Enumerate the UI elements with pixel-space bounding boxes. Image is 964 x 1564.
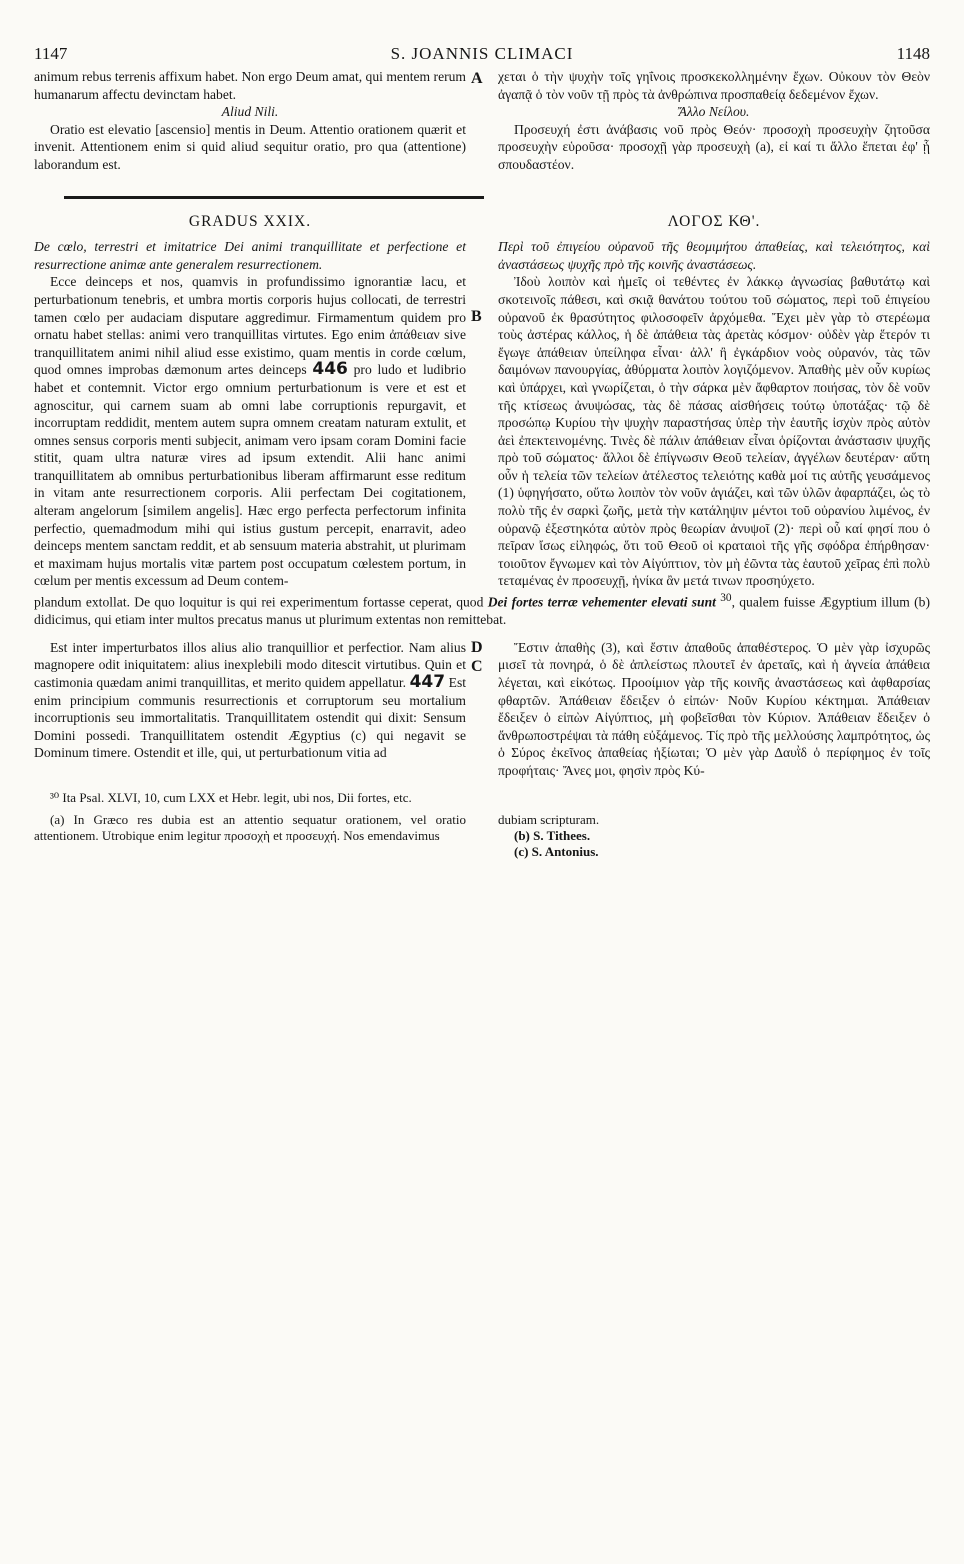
- latin-intro-text: animum rebus terrenis affixum habet. Non ergo Deum amat, qui mentem rerum humanarum affectu devinctam habet.: [34, 69, 466, 102]
- running-title: S. JOANNIS CLIMACI: [390, 44, 574, 63]
- latin-gradus-title: GRADUS XXIX.: [188, 212, 312, 230]
- right-page-number: 1148: [896, 44, 930, 63]
- latin-p2-text-b: Est enim principium communis resurrectionis et corruptorum seu mortalium incorruptionis seu immortalitatis. Tranquillitatem ostendit qui dixit: Sensum Domini possedi. Tranquillitatem ostendit Ægyptius (c) qui negavit se Dominum timere. Ostendit et ille, qui, ut perturbationum vitia ad: [34, 674, 467, 761]
- margin-marker-b: B: [471, 308, 482, 326]
- psalm-quote: Dei fortes terræ vehementer elevati sunt: [487, 594, 716, 610]
- greek-paragraph-2: Ἔστιν ἀπαθὴς (3), καὶ ἔστιν ἀπαθοῦς ἀπαθέστερος. Ὁ μὲν γὰρ ἰσχυρῶς μισεῖ τὰ πονηρά, ὁ δὲ ἀπλείστως πλουτεῖ ἐν ἀρεταῖς, καὶ ἡ ἁγνεία ἀπάθεια λέγεται, καὶ εἰκότως. Προοίμιον γὰρ τῆς κοινῆς ἀναστάσεως καὶ ἀφθαρσίας φθαρτῶν. Ἀπάθειαν ἔδειξεν ὁ εἰπών· Νοῦν Κυρίου κέκτημαι. Ἀπάθειαν ἔδειξεν ὁ εἰπὼν Αἰγύπτιος, μὴ φοβεῖσθαι τὸν Κύριον. Ἀπάθειαν ἔδειξεν ὁ ἄνθρωποστρέψαι τὰ πάθη εὐξάμενος. Τίς πρὸ τῆς μελλούσης λαμπρότητος, ὡς ὁ Σύρος ἐκεῖνος ἀπαθείας ἠξίωται; Ὁ μὲν γὰρ Δαυῒδ ὁ περίφημος ἐν τοῖς προφήταις· Ἄνες μοι, φησὶν πρὸς Κύ-: [498, 639, 930, 778]
- gradus-titles: [34, 205, 930, 239]
- full-width-text-a: plandum extollat. De quo loquitur is qui rei experimentum fortasse ceperat, quod: [34, 594, 484, 610]
- full-width-text-b: , qualem fuisse Ægyptium illum (b) didicimus, qui etiam inter multos precatus manus ut plurimum extentas non remittebat.: [34, 594, 931, 628]
- margin-marker-d: D: [471, 638, 483, 656]
- margin-marker-a: A: [471, 70, 483, 87]
- greek-top-column: [498, 68, 930, 174]
- footnote-a-latin: [34, 812, 466, 860]
- footnote-b: (b) S. Tithees.: [514, 827, 591, 843]
- greek-paragraph-1: Ἰδοὺ λοιπὸν καὶ ἡμεῖς οἱ τεθέντες ἐν λάκκῳ ἀγνωσίας βαθυτάτῳ καὶ σκοτεινοῖς πάθεσι, καὶ σκιᾷ θανάτου τούτου τοῦ σώματος, περὶ τοῦ ἐπιγείου οὐρανοῦ ἐκ θρασύτητος φιλοσοφεῖν ἀρχόμεθα. Ἔχει μὲν γὰρ τὸ στερέωμα τοὺς ἀστέρας κάλλος, ἡ δὲ ἀπάθεια τὰς ἀρετὰς κόσμον· οὐδὲν γὰρ ἕτερόν τι ἔγωγε ἀπάθειαν ὑπείληφα εἶναι· ἀλλ' ἢ ἐγκάρδιον νοὸς οὐρανόν, τὰς τῶν δαιμόνων πανουργίας, ἀθύρματα λοιπὸν λογιζόμενον. Ἀπαθὴς μὲν οὖν κυρίως καὶ ὑπάρχει, καὶ γνωρίζεται, ὁ τὴν σάρκα μὲν ἄφθαρτον ποιήσας, τὸν δὲ νοῦν τῆς κτίσεως ἀνυψώσας, τὰς δὲ πάσας αἰσθήσεις τούτῳ ὑποτάξας· τῷ δὲ προσώπῳ Κυρίου τὴν ψυχὴν παραστήσας ὑπὲρ τὴν ἑαυτῆς ἰσχὺν πρὸς αὐτὸν ἀεὶ ἐπεκτεινομένης. Τινὲς δὲ πάλιν ἀπάθειαν εἶναι ὁρίζονται ἀνάστασιν ψυχῆς πρὸ τοῦ σώματος· ἄλλοι δὲ ἐπίγνωσιν Θεοῦ τελείαν, ἀγγέλων δευτέραν· αὕτη οὖν ἡ τελεία τῶν τελείων ἀτέλεστος τελειότης καθὰ μοί τις αὐτῆς γευσάμενος (1) ὑφηγήσατο, οὕτω λοιπὸν τὸν νοῦν ἁγιάζει, καὶ τῶν ὑλῶν ἀφαρπάζει, ὡς τὸ πολὺ τῆς ἐν σαρκὶ ζωῆς, μετὰ τὴν κατάληψιν μέντοι τοῦ οὐρανίου λιμένος, ἐν οὐρανῷ ἐξεστηκότα αὐτὸν πρὸς θεωρίαν ἀνυψοῖ (2)· περὶ οὗ καί φησί που ὁ πεῖραν ἴσως εἰληφώς, ὅτι τοῦ Θεοῦ οἱ κραταιοὶ τῆς γῆς σφόδρα ἐπήρθησαν· τοιοῦτον ἔγνωμεν καὶ τὸν Αἰγύπτιον, τὸν μὴ ἐῶντα τὰς ἑαυτοῦ χεῖρας ἐπὶ πολὺ τεταμένας ἐν προσευχῇ, ἡνίκα ἂν μετά τινων προσηύχετο.: [498, 274, 930, 589]
- greek-logos-title: ΛΟΓΟΣ ΚΘ'.: [667, 212, 761, 230]
- latin-second-column: [34, 639, 466, 780]
- latin-main-column: [34, 238, 466, 590]
- latin-p2-text-a: Est inter imperturbatos illos alius alio tranquillior et perfectior. Nam alius magnopere odit iniquitatem: alius inexplebili modo ditescit virtutibus. Quin et castimonia quædam animi tranquillitas, et merito quidem appellatur.: [34, 639, 466, 690]
- latin-paragraph-2: [34, 639, 466, 762]
- footnotes-columns: [34, 812, 930, 860]
- greek-heading-nili: Ἄλλο Νείλου.: [678, 104, 750, 120]
- greek-second-column: [498, 639, 930, 780]
- latin-p1-text-a: Ecce deinceps et nos, quamvis in profundissimo ignorantiæ lacu, et perturbationum tenebris, et umbra mortis corporis hujus collocati, de terrestri tamen cœlo per audaciam disputare aggredimur. Firmamentum quidem pro ornatu habet stellas: animi vero tranquillitas virtutes. Ego enim ἀπάθειαν sive tranquillitatem animi nihil aliud esse existimo, quam mentis in corde cœlum, quod omnes improbas dæmonum artes deinceps: [34, 274, 466, 378]
- latin-heading-nili: Aliud Nili.: [221, 104, 279, 120]
- top-section: [34, 68, 930, 174]
- margin-marker-c: C: [471, 658, 483, 676]
- latin-top-column: [34, 68, 466, 174]
- page-number-446: 446: [312, 359, 348, 380]
- greek-intro-text: χεται ὁ τὴν ψυχὴν τοῖς γηΐνοις προσκεκολλημένην ἔχων. Οὐκουν τὸν Θεὸν ἀγαπᾷ ὁ τὸν νοῦν τῇ πρὸς τὰ ἀνθρώπινα προσπαθείᾳ δεδεμένον ἔχων.: [498, 69, 930, 102]
- greek-main-column: [498, 238, 930, 590]
- footnote-c: (c) S. Antonius.: [514, 843, 599, 859]
- left-page-number: 1147: [34, 44, 68, 63]
- greek-nili-text: Προσευχή ἐστι ἀνάβασις νοῦ πρὸς Θεόν· προσοχὴ προσευχὴν ζητοῦσα προσευχὴν εὑροῦσα· προσοχῇ γὰρ προσευχὴ (a), εἰ καί τι ἄλλο ἕπεται ἐφ' ᾗ σπουδαστέον.: [498, 121, 930, 172]
- latin-paragraph-1: [34, 273, 466, 590]
- latin-p1-text-b: pro ludo et ludibrio habet et contemnit. Victor ergo omnium perturbationum is vere et est et agnoscitur, qui carnem suam ab omni labe corruptionis repurgavit, et incorruptam reddidit, mentem autem supra omnem creatam naturam extulit, et omnes sensus corporis menti subjecit, animam vero ipsam coram Domini facie stitit, quam ultra naturæ vires ad ipsum extendit. Alii hanc animi tranquillitatem ab omnibus perturbationibus liberam affirmarunt esse reditum in vitam ante resurrectionem corporis. Alii perfectam Dei cogitationem, alteram angelorum [similem angelis]. Hæc ergo perfecta perfectorum infinita perfectio, quemadmodum mihi qui istius gustum percepit, enarravit, adeo deinceps mentem sanctam reddit, et ab sensuum materia abstrahit, ut plurimam et maximam hujus mortalis vitæ partem post occupatum cœlestem portum, in cœlum per mentis excessum ad Deum contem-: [34, 362, 466, 589]
- full-width-paragraph: [34, 590, 930, 629]
- page: [34, 38, 930, 1538]
- latin-nili-text: Oratio est elevatio [ascensio] mentis in Deum. Attentio orationem quærit et invenit. Attentionem enim si quid aliud sequitur oratio, pro qua (attentione) laborandum est.: [34, 121, 466, 172]
- greek-subtitle: Περὶ τοῦ ἐπιγείου οὐρανοῦ τῆς θεομιμήτου ἀπαθείας, καὶ τελειότητος, καὶ ἀναστάσεως ψυχῆς πρὸ τῆς κοινῆς ἀναστάσεως.: [498, 239, 930, 272]
- footnote-30: ³⁰ Ita Psal. XLVI, 10, cum LXX et Hebr. legit, ubi nos, Dii fortes, etc.: [50, 789, 412, 805]
- footnote-a-continuation: dubiam scripturam.: [498, 811, 600, 827]
- page-number-447: 447: [409, 671, 446, 692]
- section-rule: [64, 196, 484, 199]
- footnote-ref-30: 30: [720, 592, 732, 605]
- footnote-a-text: (a) In Græco res dubia est an attentio sequatur orationem, vel oratio attentionem. Utrobique enim legitur προσοχὴ et προσευχή. Nos emendavimus: [34, 811, 466, 843]
- latin-subtitle: De cœlo, terrestri et imitatrice Dei animi tranquillitate et perfectione et resurrectione animæ ante generalem resurrectionem.: [34, 239, 466, 272]
- running-header: [34, 38, 930, 68]
- second-section: [34, 639, 930, 780]
- footnote-greek-side: [498, 812, 930, 860]
- footnotes: [34, 790, 930, 860]
